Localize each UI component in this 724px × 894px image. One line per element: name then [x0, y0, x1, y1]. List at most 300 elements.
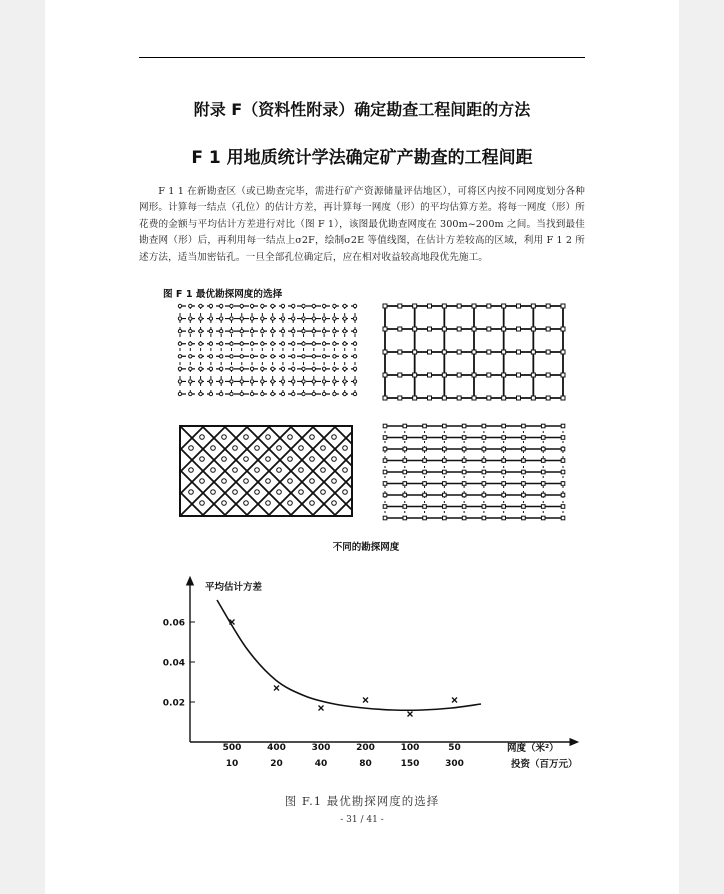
drill-hole: [240, 367, 243, 370]
drill-hole: [312, 380, 315, 383]
x-tick-label-top: 100: [400, 743, 420, 753]
drill-hole: [209, 304, 212, 307]
drill-hole: [472, 327, 476, 331]
drill-hole: [541, 436, 545, 440]
y-tick-label: 0.02: [162, 698, 185, 709]
drill-hole: [398, 327, 402, 331]
drill-hole: [403, 459, 407, 463]
drill-hole: [244, 435, 249, 440]
drill-hole: [383, 436, 387, 440]
drill-hole: [541, 482, 545, 486]
drill-hole: [383, 304, 387, 308]
drill-hole: [299, 490, 304, 495]
drill-hole: [281, 367, 284, 370]
drill-hole: [353, 342, 356, 345]
drill-hole: [403, 482, 407, 486]
drill-hole: [502, 470, 506, 474]
drill-hole: [343, 490, 348, 495]
drill-hole: [531, 373, 535, 377]
drill-hole: [457, 327, 461, 331]
drill-hole: [546, 350, 550, 354]
drill-hole: [332, 457, 337, 462]
drill-hole: [302, 329, 305, 332]
variance-curve: [217, 600, 481, 710]
drill-hole: [302, 355, 305, 358]
drill-hole: [321, 468, 326, 473]
drill-hole: [353, 392, 356, 395]
drill-hole: [261, 342, 264, 345]
grid-line: [45, 426, 94, 516]
drill-hole: [462, 436, 466, 440]
data-point: [452, 698, 457, 703]
grid-line: [444, 426, 534, 516]
drill-hole: [261, 355, 264, 358]
drill-hole: [443, 424, 447, 428]
drill-hole: [343, 355, 346, 358]
drill-hole: [561, 470, 565, 474]
drill-hole: [383, 373, 387, 377]
drill-hole: [240, 380, 243, 383]
drill-hole: [178, 367, 181, 370]
drill-hole: [541, 424, 545, 428]
drill-hole: [353, 380, 356, 383]
drill-hole: [302, 380, 305, 383]
drill-hole: [522, 516, 526, 520]
drill-hole: [209, 342, 212, 345]
drill-hole: [219, 355, 222, 358]
drill-hole: [281, 342, 284, 345]
drill-hole: [343, 317, 346, 320]
drill-hole: [383, 350, 387, 354]
drill-hole: [266, 457, 271, 462]
drill-hole: [442, 304, 446, 308]
drill-hole: [502, 516, 506, 520]
drill-hole: [288, 501, 293, 506]
drill-hole: [462, 424, 466, 428]
drill-hole: [343, 380, 346, 383]
grid-line: [422, 426, 512, 516]
drill-hole: [333, 342, 336, 345]
drill-hole: [423, 447, 427, 451]
data-point: [408, 712, 413, 717]
drill-hole: [343, 329, 346, 332]
drill-hole: [312, 329, 315, 332]
drill-hole: [442, 373, 446, 377]
drill-hole: [266, 479, 271, 484]
drill-hole: [189, 367, 192, 370]
drill-hole: [462, 470, 466, 474]
drill-hole: [442, 327, 446, 331]
drill-hole: [230, 342, 233, 345]
drill-hole: [383, 516, 387, 520]
drill-hole: [517, 396, 521, 400]
drill-hole: [199, 317, 202, 320]
body-paragraph: [139, 184, 585, 266]
drill-hole: [343, 446, 348, 451]
drill-hole: [333, 380, 336, 383]
drill-hole: [522, 424, 526, 428]
drill-hole: [189, 355, 192, 358]
drill-hole: [383, 396, 387, 400]
drill-hole: [423, 424, 427, 428]
drill-hole: [502, 304, 506, 308]
drill-hole: [462, 482, 466, 486]
x-tick-label-bottom: 20: [270, 759, 283, 769]
drill-hole: [522, 447, 526, 451]
grid-line: [70, 426, 160, 516]
x-tick-label-bottom: 40: [314, 759, 328, 769]
drill-hole: [292, 380, 295, 383]
drill-hole: [383, 424, 387, 428]
drill-hole: [211, 446, 216, 451]
drill-hole: [240, 317, 243, 320]
drill-hole: [281, 329, 284, 332]
drill-hole: [209, 380, 212, 383]
drill-hole: [240, 329, 243, 332]
drill-hole: [189, 304, 192, 307]
drill-hole: [281, 380, 284, 383]
grid-diagonal: [45, 426, 556, 516]
drill-hole: [266, 435, 271, 440]
drill-hole: [561, 516, 565, 520]
drill-hole: [281, 355, 284, 358]
drill-hole: [541, 447, 545, 451]
drill-hole: [353, 304, 356, 307]
drill-hole: [383, 505, 387, 509]
drill-hole: [561, 327, 565, 331]
drill-hole: [189, 490, 194, 495]
drill-hole: [288, 435, 293, 440]
drill-hole: [482, 424, 486, 428]
drill-hole: [312, 367, 315, 370]
drill-hole: [403, 447, 407, 451]
drill-hole: [487, 350, 491, 354]
drill-hole: [261, 380, 264, 383]
drill-hole: [332, 501, 337, 506]
drill-hole: [219, 392, 222, 395]
drill-hole: [502, 459, 506, 463]
drill-hole: [302, 392, 305, 395]
drill-hole: [178, 380, 181, 383]
drill-hole: [546, 373, 550, 377]
drill-hole: [428, 304, 432, 308]
drill-hole: [211, 490, 216, 495]
grid-line: [45, 426, 94, 516]
data-point: [274, 686, 279, 691]
x-tick-label-bottom: 150: [400, 759, 420, 769]
drill-hole: [333, 317, 336, 320]
drill-hole: [310, 457, 315, 462]
drill-hole: [230, 380, 233, 383]
drill-hole: [332, 435, 337, 440]
drill-hole: [310, 501, 315, 506]
paragraph-text: F 1 1 在新勘查区（或已勘查完毕，需进行矿产资源储量评估地区），可将区内按不同网度划分各种网形。计算每一结点（孔位）的估计方差，再计算每一网度（形）的平均估算方差。将每一网度（形）所花费的金额与平均估计方差进行对比（图 F 1），该图最优勘查网度在 300m~200m 之间。当找到最佳勘查网（形）后，再利用每一结点上σ2F，绘制σ2E 等值线图，在估计方差较高的区域，利用 F 1 2 所述方法，适当加密钻孔。一旦全部孔位确定后，应在相对收益较高地段优先施工。: [139, 186, 585, 263]
drill-hole: [383, 327, 387, 331]
drill-hole: [541, 505, 545, 509]
drill-hole: [189, 329, 192, 332]
drill-hole: [457, 304, 461, 308]
drill-hole: [219, 367, 222, 370]
drilling-grids-figure: [45, 296, 679, 556]
variance-chart: [45, 570, 679, 790]
data-point: [363, 698, 368, 703]
x-axis-label-top: 网度（米²）: [507, 743, 559, 754]
drill-hole: [522, 459, 526, 463]
header-rule: [139, 57, 585, 58]
drill-hole: [502, 424, 506, 428]
drill-hole: [250, 304, 253, 307]
drill-hole: [561, 505, 565, 509]
y-tick-label: 0.06: [162, 618, 185, 629]
drill-hole: [383, 470, 387, 474]
drill-hole: [233, 490, 238, 495]
drill-hole: [178, 317, 181, 320]
drill-hole: [302, 367, 305, 370]
y-axis-label: 平均估计方差: [205, 582, 263, 593]
drill-hole: [200, 435, 205, 440]
drill-hole: [200, 501, 205, 506]
drill-hole: [541, 516, 545, 520]
drill-hole: [472, 304, 476, 308]
x-tick-label-bottom: 10: [225, 759, 239, 769]
drill-hole: [178, 342, 181, 345]
chart-ticks: [163, 619, 464, 770]
drill-hole: [428, 373, 432, 377]
drill-hole: [443, 436, 447, 440]
drill-hole: [482, 470, 486, 474]
drill-hole: [457, 396, 461, 400]
drill-hole: [250, 367, 253, 370]
drill-hole: [517, 350, 521, 354]
drill-hole: [502, 482, 506, 486]
drill-hole: [423, 482, 427, 486]
drill-hole: [209, 355, 212, 358]
x-tick-label-top: 300: [311, 743, 331, 753]
drill-hole: [255, 468, 260, 473]
drill-hole: [502, 373, 506, 377]
drill-hole: [209, 317, 212, 320]
drill-hole: [312, 317, 315, 320]
drill-hole: [487, 396, 491, 400]
drill-hole: [413, 327, 417, 331]
drill-hole: [240, 355, 243, 358]
drill-hole: [383, 493, 387, 497]
drill-hole: [482, 436, 486, 440]
drill-hole: [310, 479, 315, 484]
drill-hole: [302, 317, 305, 320]
drill-hole: [398, 304, 402, 308]
drill-hole: [302, 304, 305, 307]
drill-hole: [178, 355, 181, 358]
drill-hole: [322, 317, 325, 320]
x-tick-label-top: 500: [222, 743, 242, 753]
drill-hole: [230, 367, 233, 370]
drill-hole: [250, 329, 253, 332]
grid-square: [383, 304, 565, 400]
drill-hole: [383, 459, 387, 463]
figure-caption: 图 F.1 最优勘探网度的选择: [284, 794, 440, 808]
drill-hole: [312, 304, 315, 307]
drill-hole: [457, 350, 461, 354]
grid-rectangular: [383, 424, 565, 520]
drill-hole: [443, 493, 447, 497]
drill-hole: [292, 392, 295, 395]
drill-hole: [261, 329, 264, 332]
drill-hole: [502, 396, 506, 400]
drill-hole: [428, 396, 432, 400]
drill-hole: [423, 493, 427, 497]
drill-hole: [292, 367, 295, 370]
drill-hole: [322, 304, 325, 307]
drill-hole: [413, 396, 417, 400]
drill-hole: [353, 367, 356, 370]
drill-hole: [261, 392, 264, 395]
drill-hole: [561, 493, 565, 497]
grid-line: [92, 426, 182, 516]
grid-dense: [178, 304, 356, 395]
drill-hole: [277, 490, 282, 495]
drill-hole: [423, 505, 427, 509]
drill-hole: [261, 367, 264, 370]
drill-hole: [199, 392, 202, 395]
drill-hole: [199, 380, 202, 383]
drill-hole: [271, 317, 274, 320]
drill-hole: [250, 355, 253, 358]
drill-hole: [333, 355, 336, 358]
drill-hole: [299, 468, 304, 473]
drill-hole: [457, 373, 461, 377]
drill-hole: [281, 392, 284, 395]
drill-hole: [271, 329, 274, 332]
drill-hole: [443, 516, 447, 520]
drill-hole: [541, 470, 545, 474]
drill-hole: [312, 355, 315, 358]
drill-hole: [482, 447, 486, 451]
drill-hole: [199, 367, 202, 370]
drill-hole: [240, 392, 243, 395]
drill-hole: [288, 479, 293, 484]
drill-hole: [271, 380, 274, 383]
drill-hole: [200, 479, 205, 484]
section-title: F 1 用地质统计学法确定矿产勘查的工程间距: [191, 148, 533, 168]
drill-hole: [219, 329, 222, 332]
drill-hole: [522, 493, 526, 497]
drill-hole: [561, 436, 565, 440]
figure-label: 图 F 1 最优勘探网度的选择: [163, 289, 283, 300]
drill-hole: [472, 373, 476, 377]
drill-hole: [333, 367, 336, 370]
drill-hole: [398, 373, 402, 377]
drill-hole: [443, 505, 447, 509]
drill-hole: [255, 446, 260, 451]
x-tick-label-top: 400: [267, 743, 286, 753]
drill-hole: [517, 304, 521, 308]
drill-hole: [189, 342, 192, 345]
drill-hole: [383, 482, 387, 486]
drill-hole: [462, 447, 466, 451]
drill-hole: [487, 327, 491, 331]
drill-hole: [250, 317, 253, 320]
drill-hole: [343, 367, 346, 370]
drill-hole: [423, 470, 427, 474]
drill-hole: [502, 436, 506, 440]
drill-hole: [199, 329, 202, 332]
drill-hole: [233, 446, 238, 451]
drill-hole: [230, 392, 233, 395]
drill-hole: [233, 468, 238, 473]
drill-hole: [199, 342, 202, 345]
drill-hole: [209, 392, 212, 395]
drill-hole: [271, 367, 274, 370]
grid-line: [356, 426, 446, 516]
drill-hole: [312, 342, 315, 345]
drill-hole: [333, 392, 336, 395]
drill-hole: [189, 392, 192, 395]
drill-hole: [343, 392, 346, 395]
drill-hole: [209, 367, 212, 370]
drill-hole: [561, 447, 565, 451]
drill-hole: [561, 424, 565, 428]
grid-line: [48, 426, 138, 516]
drill-hole: [189, 446, 194, 451]
drill-hole: [288, 457, 293, 462]
drill-hole: [546, 327, 550, 331]
drill-hole: [292, 304, 295, 307]
drill-hole: [561, 373, 565, 377]
drill-hole: [292, 317, 295, 320]
drill-hole: [442, 396, 446, 400]
drill-hole: [487, 304, 491, 308]
drill-hole: [541, 493, 545, 497]
drill-hole: [353, 317, 356, 320]
y-tick-label: 0.04: [162, 658, 185, 669]
drill-hole: [255, 490, 260, 495]
drill-hole: [321, 446, 326, 451]
drill-hole: [413, 350, 417, 354]
x-tick-label-bottom: 80: [359, 759, 372, 769]
drill-hole: [292, 355, 295, 358]
drill-hole: [189, 468, 194, 473]
page-number: - 31 / 41 -: [340, 815, 384, 825]
drill-hole: [230, 317, 233, 320]
drill-hole: [178, 392, 181, 395]
drill-hole: [502, 447, 506, 451]
drill-hole: [502, 327, 506, 331]
drill-hole: [199, 304, 202, 307]
drill-hole: [271, 342, 274, 345]
drill-hole: [546, 396, 550, 400]
drill-hole: [531, 350, 535, 354]
drill-hole: [423, 436, 427, 440]
drill-hole: [502, 350, 506, 354]
drill-hole: [312, 392, 315, 395]
drill-hole: [240, 342, 243, 345]
drill-hole: [482, 493, 486, 497]
drill-hole: [310, 435, 315, 440]
drill-hole: [482, 482, 486, 486]
drill-hole: [383, 447, 387, 451]
drill-hole: [271, 355, 274, 358]
drill-hole: [244, 457, 249, 462]
drill-hole: [322, 392, 325, 395]
drill-hole: [398, 396, 402, 400]
drill-hole: [531, 396, 535, 400]
document-page: [45, 0, 679, 894]
drill-hole: [250, 392, 253, 395]
drill-hole: [209, 329, 212, 332]
x-axis-label-bottom: 投资（百万元）: [511, 759, 578, 770]
drill-hole: [322, 329, 325, 332]
